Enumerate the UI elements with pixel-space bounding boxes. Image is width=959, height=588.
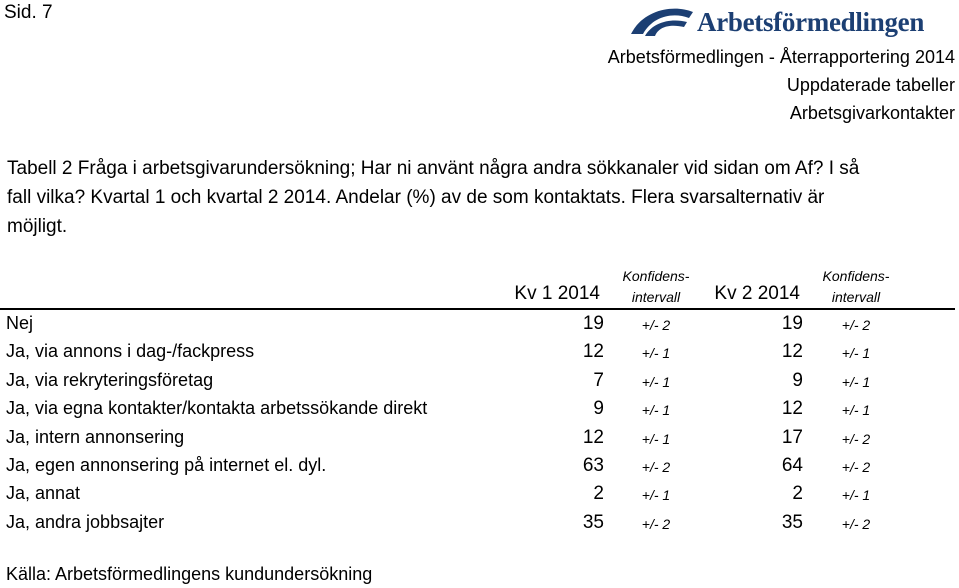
cell-kv2: 17 xyxy=(781,426,803,448)
cell-kv1: 7 xyxy=(593,369,604,391)
cell-ci2: +/- 2 xyxy=(841,317,871,333)
cell-ci1: +/- 2 xyxy=(641,458,671,475)
cell-kv1: 9 xyxy=(593,398,604,420)
cell-kv2: 12 xyxy=(781,341,803,363)
table-row xyxy=(0,424,959,452)
table-body xyxy=(0,310,959,537)
source-note: Källa: Arbetsförmedlingens kundundersökning xyxy=(6,564,373,584)
page-number: Sid. 7 xyxy=(4,2,53,23)
row-label: Ja, via annons i dag-/fackpress xyxy=(6,341,255,362)
row-label: Nej xyxy=(6,313,34,333)
cell-kv1: 19 xyxy=(582,313,604,334)
header-line-subtitle: Uppdaterade tabeller xyxy=(786,75,955,95)
cell-ci1: +/- 2 xyxy=(641,317,671,333)
report-header xyxy=(608,43,955,127)
row-label: Ja, via egna kontakter/kontakta arbetssökande direkt xyxy=(6,398,428,419)
cell-kv2: 12 xyxy=(781,398,803,420)
table-caption: Tabell 2 Fråga i arbetsgivarundersökning; Har ni använt några andra sökkanaler vid sidan om Af? I så fall vilka? Kvartal 1 och kvartal 2 2014. Andelar (%) av de som kontaktats. Flera svarsalternativ är möjligt. xyxy=(7,158,860,237)
cell-kv1: 63 xyxy=(582,454,604,476)
cell-kv1: 35 xyxy=(582,511,604,533)
table-row xyxy=(0,367,959,395)
table-row xyxy=(0,338,959,366)
cell-ci1: +/- 1 xyxy=(641,373,671,390)
cell-kv2: 2 xyxy=(792,483,803,505)
row-label: Ja, annat xyxy=(6,483,81,504)
row-label: Ja, intern annonsering xyxy=(6,426,185,447)
cell-ci2: +/- 1 xyxy=(841,487,871,504)
table-row xyxy=(0,480,959,508)
logo-wordmark: Arbetsförmedlingen xyxy=(697,7,925,37)
header-line-report: Arbetsförmedlingen - Återrapportering 2014 xyxy=(607,47,955,67)
cell-kv1: 2 xyxy=(593,483,604,505)
cell-ci2: +/- 1 xyxy=(841,373,871,390)
cell-ci1: +/- 1 xyxy=(641,402,671,419)
cell-kv1: 12 xyxy=(582,341,604,363)
cell-ci1: +/- 1 xyxy=(641,345,671,362)
cell-kv2: 64 xyxy=(781,454,803,476)
cell-ci2: +/- 2 xyxy=(841,458,871,475)
column-header-kv1: Kv 1 2014 xyxy=(514,283,600,304)
cell-ci2: +/- 1 xyxy=(841,402,871,419)
cell-kv1: 12 xyxy=(582,426,604,448)
arbetsformedlingen-logo xyxy=(629,4,955,40)
column-header-ci1: Konfidens-intervall xyxy=(622,268,690,305)
cell-kv2: 35 xyxy=(781,511,803,533)
cell-ci2: +/- 2 xyxy=(841,515,871,532)
row-label: Ja, egen annonsering på internet el. dyl. xyxy=(6,454,327,475)
table-row xyxy=(0,509,959,537)
cell-ci2: +/- 1 xyxy=(841,345,871,362)
cell-kv2: 9 xyxy=(792,369,803,391)
cell-ci1: +/- 2 xyxy=(641,515,671,532)
cell-ci2: +/- 2 xyxy=(841,430,871,447)
table-row xyxy=(0,452,959,480)
logo-swoosh-icon xyxy=(629,4,695,40)
table-row xyxy=(0,310,959,338)
row-label: Ja, andra jobbsajter xyxy=(6,511,165,532)
table-row xyxy=(0,395,959,423)
header-line-section: Arbetsgivarkontakter xyxy=(789,103,955,123)
row-label: Ja, via rekryteringsföretag xyxy=(6,369,214,390)
cell-kv2: 19 xyxy=(781,313,803,334)
column-header-kv2: Kv 2 2014 xyxy=(714,283,800,304)
cell-ci1: +/- 1 xyxy=(641,430,671,447)
column-header-ci2: Konfidens-intervall xyxy=(822,268,890,305)
cell-ci1: +/- 1 xyxy=(641,487,671,504)
